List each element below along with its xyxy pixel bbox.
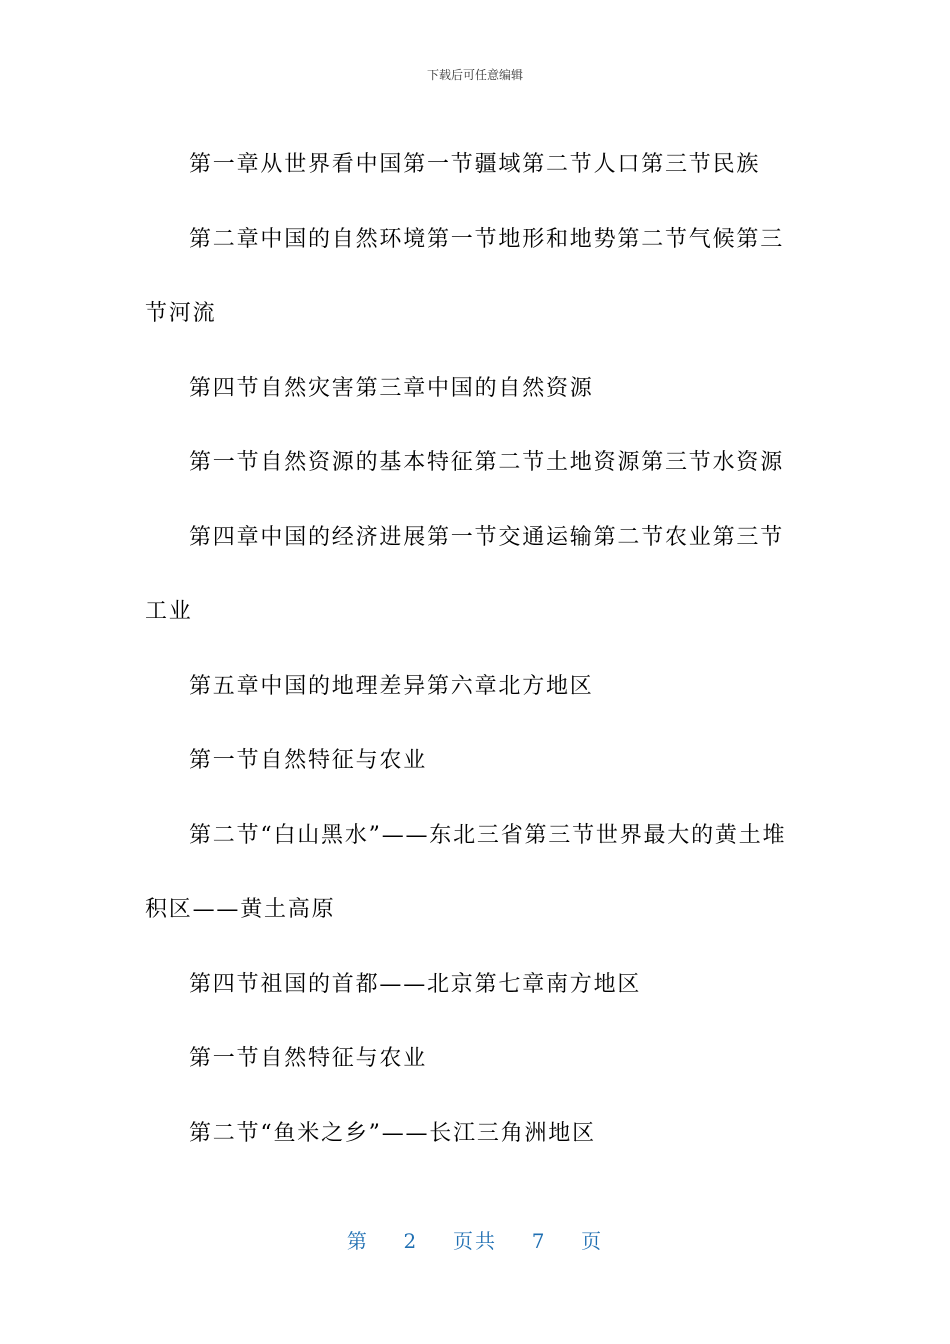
paragraph: 第一节自然特征与农业 — [189, 1046, 428, 1071]
paragraph: 第五章中国的地理差异第六章北方地区 — [189, 673, 594, 699]
paragraph: 第四节自然灾害第三章中国的自然资源 — [189, 375, 594, 401]
paragraph: 第一节自然资源的基本特征第二节土地资源第三节水资源 — [189, 450, 785, 475]
page-header: 下载后可任意编辑 — [426, 68, 523, 82]
paragraph: 第一章从世界看中国第一节疆域第二节人口第三节民族 — [189, 152, 761, 177]
paragraph: 第二章中国的自然环境第一节地形和地势第二节气候第三节河流 — [145, 226, 785, 326]
total-pages-number: 7 — [531, 1229, 547, 1253]
paragraph: 第二节“白山黑水”——东北三省第三节世界最大的黄土堆积区——黄土高原 — [145, 822, 787, 922]
paragraph: 第四节祖国的首都——北京第七章南方地区 — [189, 971, 642, 997]
paragraph: 第二节“鱼米之乡”——长江三角洲地区 — [189, 1120, 596, 1146]
footer-middle: 页共 — [453, 1229, 497, 1253]
footer-prefix: 第 — [346, 1229, 369, 1253]
page-number-footer — [0, 1225, 950, 1254]
paragraph: 第一节自然特征与农业 — [189, 748, 428, 773]
paragraph: 第四章中国的经济进展第一节交通运输第二节农业第三节工业 — [145, 524, 785, 624]
footer-suffix: 页 — [581, 1229, 604, 1253]
current-page-number: 2 — [403, 1229, 419, 1253]
document-body — [145, 128, 805, 1171]
